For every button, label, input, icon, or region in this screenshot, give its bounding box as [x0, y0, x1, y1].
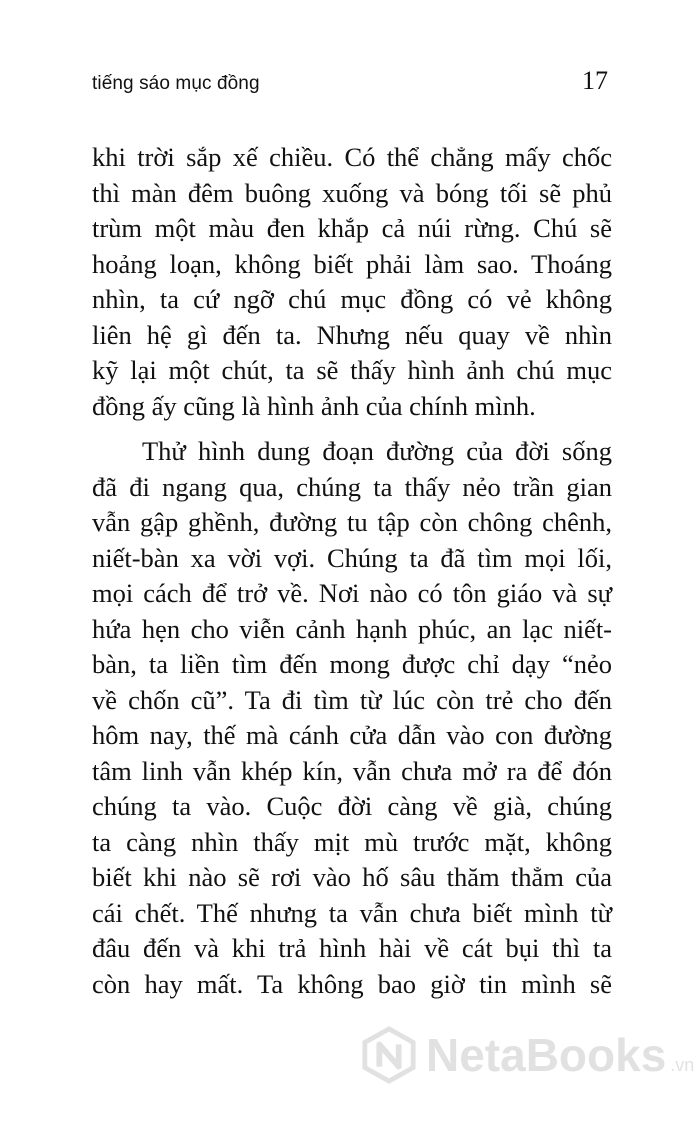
text-line: đồng ấy cũng là hình ảnh của chính mình. [92, 390, 536, 421]
running-header [92, 66, 608, 106]
text-line: hôm nay, thế mà cánh cửa dẫn vào con đường [92, 720, 612, 750]
text-line: hứa hẹn cho viễn cảnh hạnh phúc, an lạc niết- [92, 613, 612, 644]
text-line: hoảng loạn, không biết phải làm sao. Thoáng [92, 248, 612, 279]
text-line: tâm linh vẫn khép kín, vẫn chưa mở ra để đón [92, 755, 612, 786]
paragraph-spacer [92, 424, 612, 434]
text-line: liên hệ gì đến ta. Nhưng nếu quay về nhìn [92, 319, 612, 350]
text-line: biết khi nào sẽ rơi vào hố sâu thăm thẳm của [92, 862, 612, 892]
text-line: Thử hình dung đoạn đường của đời sống [142, 436, 612, 466]
text-line: thì màn đêm buông xuống và bóng tối sẽ phủ [92, 177, 612, 208]
watermark-suffix: .vn [670, 1055, 695, 1075]
text-line: vẫn gập ghềnh, đường tu tập còn chông chênh, [92, 507, 612, 537]
page-number: 17 [582, 66, 608, 95]
text-line: ta càng nhìn thấy mịt mù trước mặt, không [92, 826, 612, 857]
text-line: bàn, ta liền tìm đến mong được chỉ dạy “nẻo [92, 649, 612, 679]
netabooks-logo-icon [360, 1026, 418, 1084]
text-line: cái chết. Thế nhưng ta vẫn chưa biết mình từ [92, 897, 612, 928]
text-line: đã đi ngang qua, chúng ta thấy nẻo trần gian [92, 471, 612, 502]
text-line: mọi cách để trở về. Nơi nào có tôn giáo và sự [92, 578, 612, 608]
text-line: kỹ lại một chút, ta sẽ thấy hình ảnh chú mục [92, 355, 612, 385]
page-body [92, 140, 612, 1002]
text-line: niết-bàn xa vời vợi. Chúng ta đã tìm mọi lối, [92, 542, 612, 573]
text-line: về chốn cũ”. Ta đi tìm từ lúc còn trẻ cho đến [92, 684, 612, 715]
running-title: tiếng sáo mục đồng [92, 73, 260, 94]
text-line: nhìn, ta cứ ngỡ chú mục đồng có vẻ không [92, 284, 612, 314]
text-line: chúng ta vào. Cuộc đời càng về già, chúng [92, 791, 612, 821]
paragraph-2 [92, 434, 612, 1002]
text-line: đâu đến và khi trả hình hài về cát bụi thì ta [92, 933, 612, 963]
text-line: trùm một màu đen khắp cả núi rừng. Chú sẽ [92, 213, 612, 243]
text-line: khi trời sắp xế chiều. Có thể chẳng mấy chốc [92, 142, 612, 172]
paragraph-1 [92, 140, 612, 424]
watermark-brand: NetaBooks [426, 1029, 667, 1081]
watermark [360, 1026, 694, 1084]
text-line: còn hay mất. Ta không bao giờ tin mình sẽ [92, 968, 612, 999]
